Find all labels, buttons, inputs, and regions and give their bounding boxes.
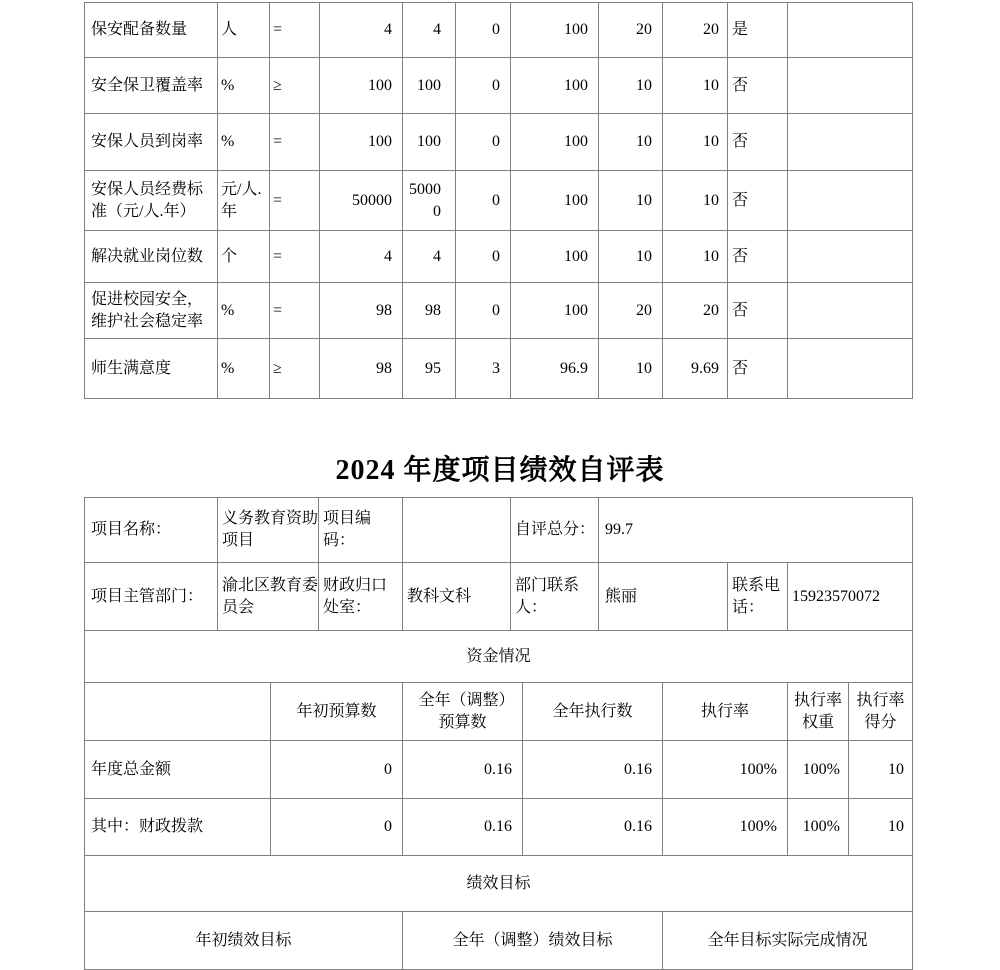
completion-rate-cell: 100 <box>511 114 599 171</box>
weight-cell: 10 <box>599 171 663 231</box>
phone-label: 联系电话： <box>728 563 788 631</box>
rate-score-cell: 10 <box>849 741 913 799</box>
executed-amount-cell: 0.16 <box>523 799 663 856</box>
adjusted-value-cell: 4 <box>403 231 456 283</box>
target-value-cell: 100 <box>320 58 403 114</box>
dept-label: 项目主管部门： <box>85 563 218 631</box>
project-name-value: 义务教育资助项目 <box>218 498 319 563</box>
rate-weight-cell: 100% <box>788 741 849 799</box>
score-cell: 10 <box>663 231 728 283</box>
operator-cell: = <box>270 283 320 339</box>
adjusted-budget-cell: 0.16 <box>403 799 523 856</box>
target-value-cell: 50000 <box>320 171 403 231</box>
indicator-cell: 解决就业岗位数 <box>85 231 218 283</box>
completion-rate-cell: 100 <box>511 231 599 283</box>
unit-cell: % <box>218 339 270 399</box>
target-value-cell: 98 <box>320 283 403 339</box>
deviation-cell: 0 <box>456 283 511 339</box>
score-cell: 9.69 <box>663 339 728 399</box>
rate-score-cell: 10 <box>849 799 913 856</box>
score-cell: 10 <box>663 114 728 171</box>
adjusted-budget-cell: 0.16 <box>403 741 523 799</box>
target-value-cell: 98 <box>320 339 403 399</box>
finance-office-label: 财政归口处室： <box>319 563 403 631</box>
indicator-cell: 安保人员到岗率 <box>85 114 218 171</box>
goals-header-adjusted: 全年（调整）绩效目标 <box>403 912 663 970</box>
adjusted-value-cell: 100 <box>403 58 456 114</box>
deviation-cell: 0 <box>456 3 511 58</box>
indicator-cell: 促进校园安全，维护社会稳定率 <box>85 283 218 339</box>
weight-cell: 10 <box>599 114 663 171</box>
completion-rate-cell: 100 <box>511 3 599 58</box>
funds-section-title: 资金情况 <box>85 631 913 683</box>
unit-cell: 元/人.年 <box>218 171 270 231</box>
indicator-cell: 安保人员经费标准（元/人.年） <box>85 171 218 231</box>
unit-cell: 人 <box>218 3 270 58</box>
funds-header-rate-weight: 执行率权重 <box>788 683 849 741</box>
target-value-cell: 100 <box>320 114 403 171</box>
funds-header-adjusted-budget: 全年（调整）预算数 <box>403 683 523 741</box>
note-cell <box>788 339 913 399</box>
contact-label: 部门联系人： <box>511 563 599 631</box>
weight-cell: 10 <box>599 58 663 114</box>
score-cell: 20 <box>663 283 728 339</box>
funds-row-label: 年度总金额 <box>85 741 271 799</box>
execution-rate-cell: 100% <box>663 799 788 856</box>
phone-value: 15923570072 <box>788 563 913 631</box>
unit-cell: % <box>218 283 270 339</box>
weight-cell: 10 <box>599 231 663 283</box>
executed-amount-cell: 0.16 <box>523 741 663 799</box>
note-cell <box>788 3 913 58</box>
deviation-flag-cell: 否 <box>728 339 788 399</box>
initial-budget-cell: 0 <box>271 799 403 856</box>
table-row <box>85 563 913 631</box>
adjusted-value-cell: 4 <box>403 3 456 58</box>
table-row <box>85 741 913 799</box>
project-code-value <box>403 498 511 563</box>
deviation-cell: 0 <box>456 58 511 114</box>
target-value-cell: 4 <box>320 231 403 283</box>
dept-value: 渝北区教育委员会 <box>218 563 319 631</box>
operator-cell: = <box>270 171 320 231</box>
goals-header-actual: 全年目标实际完成情况 <box>663 912 913 970</box>
self-score-value: 99.7 <box>599 498 913 563</box>
completion-rate-cell: 100 <box>511 58 599 114</box>
table-row <box>85 171 913 231</box>
table-row <box>85 58 913 114</box>
table-row <box>85 231 913 283</box>
note-cell <box>788 171 913 231</box>
unit-cell: % <box>218 114 270 171</box>
project-name-label: 项目名称： <box>85 498 218 563</box>
table-row <box>85 339 913 399</box>
indicator-cell: 师生满意度 <box>85 339 218 399</box>
unit-cell: 个 <box>218 231 270 283</box>
indicator-table <box>84 2 913 399</box>
self-evaluation-table <box>84 497 913 970</box>
funds-header-initial-budget: 年初预算数 <box>271 683 403 741</box>
operator-cell: ≥ <box>270 339 320 399</box>
deviation-cell: 0 <box>456 114 511 171</box>
table-row <box>85 283 913 339</box>
rate-weight-cell: 100% <box>788 799 849 856</box>
indicator-cell: 安全保卫覆盖率 <box>85 58 218 114</box>
self-score-label: 自评总分： <box>511 498 599 563</box>
execution-rate-cell: 100% <box>663 741 788 799</box>
deviation-cell: 3 <box>456 339 511 399</box>
deviation-cell: 0 <box>456 231 511 283</box>
indicator-cell: 保安配备数量 <box>85 3 218 58</box>
deviation-flag-cell: 否 <box>728 283 788 339</box>
note-cell <box>788 114 913 171</box>
operator-cell: = <box>270 3 320 58</box>
funds-row-label: 其中：财政拨款 <box>85 799 271 856</box>
goals-header-initial: 年初绩效目标 <box>85 912 403 970</box>
contact-value: 熊丽 <box>599 563 728 631</box>
score-cell: 10 <box>663 58 728 114</box>
weight-cell: 10 <box>599 339 663 399</box>
operator-cell: = <box>270 231 320 283</box>
deviation-flag-cell: 否 <box>728 231 788 283</box>
table-row <box>85 114 913 171</box>
table-header-row <box>85 912 913 970</box>
operator-cell: = <box>270 114 320 171</box>
table-row <box>85 856 913 912</box>
finance-office-value: 教科文科 <box>403 563 511 631</box>
initial-budget-cell: 0 <box>271 741 403 799</box>
adjusted-value-cell: 98 <box>403 283 456 339</box>
funds-header-blank <box>85 683 271 741</box>
table-row <box>85 498 913 563</box>
weight-cell: 20 <box>599 283 663 339</box>
operator-cell: ≥ <box>270 58 320 114</box>
funds-header-execution-rate: 执行率 <box>663 683 788 741</box>
target-value-cell: 4 <box>320 3 403 58</box>
page-title: 2024 年度项目绩效自评表 <box>335 455 665 486</box>
adjusted-value-cell: 50000 <box>403 171 456 231</box>
adjusted-value-cell: 100 <box>403 114 456 171</box>
score-cell: 20 <box>663 3 728 58</box>
deviation-flag-cell: 否 <box>728 114 788 171</box>
project-code-label: 项目编码： <box>319 498 403 563</box>
completion-rate-cell: 100 <box>511 171 599 231</box>
funds-header-rate-score: 执行率得分 <box>849 683 913 741</box>
deviation-cell: 0 <box>456 171 511 231</box>
completion-rate-cell: 96.9 <box>511 339 599 399</box>
note-cell <box>788 283 913 339</box>
adjusted-value-cell: 95 <box>403 339 456 399</box>
note-cell <box>788 231 913 283</box>
table-row <box>85 799 913 856</box>
deviation-flag-cell: 是 <box>728 3 788 58</box>
unit-cell: % <box>218 58 270 114</box>
deviation-flag-cell: 否 <box>728 171 788 231</box>
table-header-row <box>85 683 913 741</box>
table-row <box>85 631 913 683</box>
table-row <box>85 3 913 58</box>
deviation-flag-cell: 否 <box>728 58 788 114</box>
weight-cell: 20 <box>599 3 663 58</box>
funds-header-executed: 全年执行数 <box>523 683 663 741</box>
note-cell <box>788 58 913 114</box>
completion-rate-cell: 100 <box>511 283 599 339</box>
goals-section-title: 绩效目标 <box>85 856 913 912</box>
score-cell: 10 <box>663 171 728 231</box>
